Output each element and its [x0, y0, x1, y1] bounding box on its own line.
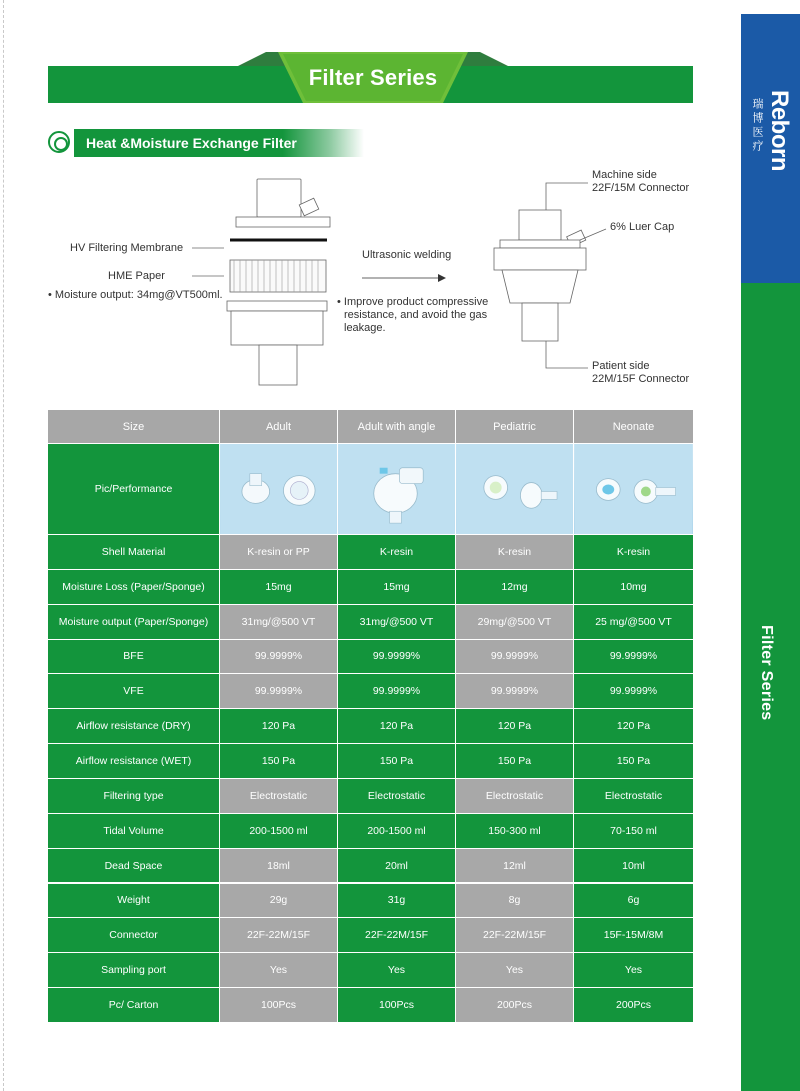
table-cell: 99.9999%: [456, 674, 574, 709]
table-cell: 100Pcs: [338, 988, 456, 1023]
table-header-row: [48, 410, 693, 444]
table-cell: Electrostatic: [338, 779, 456, 814]
table-cell: 15F-15M/8M: [574, 918, 693, 953]
header-pediatric: Pediatric: [456, 410, 574, 444]
table-cell: 10ml: [574, 849, 693, 884]
table-cell: 120 Pa: [338, 709, 456, 744]
table-cell: 150 Pa: [574, 744, 693, 779]
table-row: [48, 884, 693, 919]
table-row: [48, 744, 693, 779]
table-cell: K-resin: [338, 535, 456, 570]
product-diagram: [40, 165, 740, 395]
table-cell: 6g: [574, 884, 693, 919]
label-improve-1: • Improve product compressive: [337, 296, 489, 308]
table-row: [48, 535, 693, 570]
table-cell: 150 Pa: [220, 744, 338, 779]
table-cell: Electrostatic: [220, 779, 338, 814]
table-cell: 12mg: [456, 570, 574, 605]
row-label: Moisture output (Paper/Sponge): [48, 605, 220, 640]
table-cell: 150 Pa: [338, 744, 456, 779]
table-row: [48, 640, 693, 675]
header-adult: Adult: [220, 410, 338, 444]
label-moisture-output: • Moisture output: 34mg@VT500ml.: [48, 289, 223, 301]
table-cell: 120 Pa: [456, 709, 574, 744]
table-row: [48, 570, 693, 605]
table-cell: Yes: [456, 953, 574, 988]
page-edge-dashes: [3, 0, 4, 1091]
table-cell: 120 Pa: [220, 709, 338, 744]
product-photo-adult-angle: [338, 444, 455, 534]
table-cell: 22F-22M/15F: [338, 918, 456, 953]
product-image-adult: [220, 444, 338, 535]
table-row: [48, 953, 693, 988]
table-row: [48, 674, 693, 709]
table-cell: 120 Pa: [574, 709, 693, 744]
page-title: Filter Series: [308, 65, 438, 90]
table-cell: 150-300 ml: [456, 814, 574, 849]
table-cell: 70-150 ml: [574, 814, 693, 849]
label-patient-side: Patient side: [592, 360, 650, 372]
label-improve-3: leakage.: [344, 322, 386, 334]
table-cell: 200-1500 ml: [220, 814, 338, 849]
table-cell: 22F-22M/15F: [220, 918, 338, 953]
label-machine-connector: 22F/15M Connector: [592, 182, 690, 194]
table-cell: 25 mg/@500 VT: [574, 605, 693, 640]
table-cell: 100Pcs: [220, 988, 338, 1023]
brand-name-cn: 瑞博医疗: [751, 98, 763, 154]
label-improve-2: resistance, and avoid the gas: [344, 309, 488, 321]
row-label: Airflow resistance (DRY): [48, 709, 220, 744]
label-luer-cap: 6% Luer Cap: [610, 221, 675, 233]
product-photo-pediatric: [456, 444, 573, 534]
row-label: Shell Material: [48, 535, 220, 570]
table-cell: 99.9999%: [220, 674, 338, 709]
row-label: Sampling port: [48, 953, 220, 988]
table-cell: 99.9999%: [574, 640, 693, 675]
product-photo-adult: [220, 444, 337, 534]
table-cell: 150 Pa: [456, 744, 574, 779]
table-cell: 10mg: [574, 570, 693, 605]
row-label: Filtering type: [48, 779, 220, 814]
table-cell: 22F-22M/15F: [456, 918, 574, 953]
product-image-neonate: [574, 444, 693, 535]
table-cell: 31mg/@500 VT: [338, 605, 456, 640]
section-bullet-icon: [48, 131, 70, 153]
table-pic-row: [48, 444, 693, 535]
row-label: VFE: [48, 674, 220, 709]
product-photo-neonate: [574, 444, 693, 534]
table-cell: Yes: [574, 953, 693, 988]
row-label: BFE: [48, 640, 220, 675]
table-row: [48, 918, 693, 953]
row-label: Pc/ Carton: [48, 988, 220, 1023]
table-cell: Yes: [338, 953, 456, 988]
table-cell: K-resin: [574, 535, 693, 570]
table-cell: 99.9999%: [456, 640, 574, 675]
row-label: Dead Space: [48, 849, 220, 884]
product-image-pediatric: [456, 444, 574, 535]
table-row: [48, 814, 693, 849]
table-cell: 200-1500 ml: [338, 814, 456, 849]
table-row: [48, 988, 693, 1023]
table-cell: Electrostatic: [574, 779, 693, 814]
table-cell: 200Pcs: [574, 988, 693, 1023]
label-welding: Ultrasonic welding: [362, 249, 452, 261]
row-label: Tidal Volume: [48, 814, 220, 849]
row-label: Connector: [48, 918, 220, 953]
label-patient-connector: 22M/15F Connector: [592, 373, 690, 385]
table-cell: 29g: [220, 884, 338, 919]
table-cell: 200Pcs: [456, 988, 574, 1023]
section-title: Heat &Moisture Exchange Filter: [86, 135, 297, 151]
header-adult-angle: Adult with angle: [338, 410, 456, 444]
table-cell: K-resin: [456, 535, 574, 570]
header-neonate: Neonate: [574, 410, 693, 444]
table-row: [48, 779, 693, 814]
table-cell: K-resin or PP: [220, 535, 338, 570]
pic-row-label: Pic/Performance: [48, 444, 220, 535]
table-cell: Electrostatic: [456, 779, 574, 814]
label-membrane: HV Filtering Membrane: [70, 242, 184, 254]
table-cell: 29mg/@500 VT: [456, 605, 574, 640]
label-hme-paper: HME Paper: [108, 270, 165, 282]
header-size: Size: [48, 410, 220, 444]
brand-logo: [753, 90, 793, 210]
table-cell: 99.9999%: [220, 640, 338, 675]
row-label: Airflow resistance (WET): [48, 744, 220, 779]
table-cell: 99.9999%: [338, 640, 456, 675]
table-row: [48, 605, 693, 640]
table-row: [48, 849, 693, 884]
table-cell: Yes: [220, 953, 338, 988]
table-row: [48, 709, 693, 744]
side-series-label: Filter Series: [758, 625, 775, 721]
label-machine-side: Machine side: [592, 169, 657, 181]
side-top-cap: [741, 0, 800, 14]
table-cell: 12ml: [456, 849, 574, 884]
brand-name: Reborn: [766, 90, 793, 171]
product-image-adult-angle: [338, 444, 456, 535]
row-label: Weight: [48, 884, 220, 919]
table-cell: 15mg: [338, 570, 456, 605]
table-cell: 15mg: [220, 570, 338, 605]
table-cell: 99.9999%: [574, 674, 693, 709]
table-cell: 20ml: [338, 849, 456, 884]
table-cell: 8g: [456, 884, 574, 919]
row-label: Moisture Loss (Paper/Sponge): [48, 570, 220, 605]
table-cell: 31mg/@500 VT: [220, 605, 338, 640]
table-cell: 31g: [338, 884, 456, 919]
table-cell: 99.9999%: [338, 674, 456, 709]
table-cell: 18ml: [220, 849, 338, 884]
